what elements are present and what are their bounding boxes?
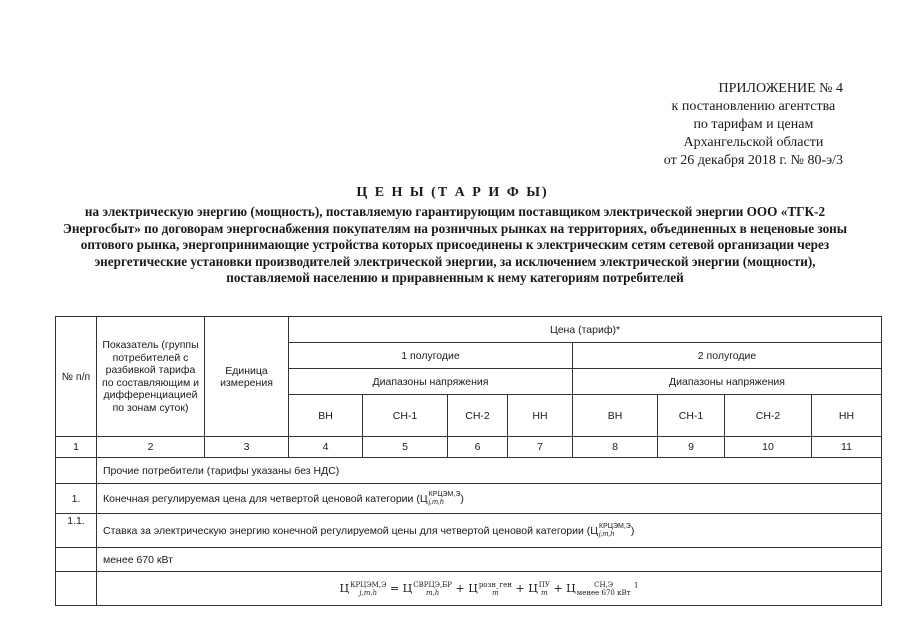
- header-price: Цена (тариф)*: [289, 317, 882, 343]
- col-number: 2: [97, 437, 205, 458]
- formula-indices: СВРЦЭ,БР m,h: [413, 580, 452, 597]
- formula-indices: КРЦЭМ,Э j,m,h: [350, 580, 387, 597]
- voltage-nn: НН: [508, 395, 573, 437]
- annex-line: Архангельской области: [683, 135, 824, 150]
- col-number: 8: [573, 437, 658, 458]
- annex-block: [664, 80, 843, 170]
- formula-indices: розн_ген m: [478, 580, 512, 597]
- col-number: 10: [725, 437, 812, 458]
- header-half2: 2 полугодие: [573, 343, 882, 369]
- tariff-table: [55, 316, 882, 606]
- col-number: 4: [289, 437, 363, 458]
- row-number: 1.: [56, 484, 97, 514]
- header-half1: 1 полугодие: [289, 343, 573, 369]
- row-number: 1.1.: [56, 514, 97, 548]
- col-number: 1: [56, 437, 97, 458]
- col-number: 11: [812, 437, 882, 458]
- row-energy-rate: Ставка за электрическую энергию конечной регулируемой цены для четвертой ценовой категории (Ц КРЦЭМ,Э j,m,h ): [97, 514, 882, 548]
- col-number: 9: [658, 437, 725, 458]
- voltage-vn: ВН: [289, 395, 363, 437]
- formula-cell: [97, 572, 882, 606]
- annex-title: ПРИЛОЖЕНИЕ № 4: [718, 81, 843, 96]
- voltage-sn2: СН-2: [448, 395, 508, 437]
- price-symbol-indices: КРЦЭМ,Э j,m,h: [428, 490, 461, 506]
- voltage-nn: НН: [812, 395, 882, 437]
- header-num: № п/п: [56, 317, 97, 437]
- annex-line: к постановлению агентства: [671, 99, 836, 114]
- footnote-mark: 1: [634, 580, 639, 589]
- header-unit: Единица измерения: [205, 317, 289, 437]
- document-title: Ц Е Н Ы (Т А Р И Ф Ы): [356, 185, 549, 200]
- voltage-sn2: СН-2: [725, 395, 812, 437]
- row-energy-rate-text: Ставка за электрическую энергию конечной регулируемой цены для четвертой ценовой категории (Ц: [103, 524, 599, 537]
- header-indicator: Показатель (группы потребителей с разбивкой тарифа по составляющим и дифференциацией по зонам суток): [97, 317, 205, 437]
- empty-cell: [56, 548, 97, 572]
- document-subtitle: на электрическую энергию (мощность), поставляемую гарантирующим поставщиком электрической энергии ООО «ТГК-2 Энергосбыт» по договорам энергоснабжения покупателям на розничных рынках на территориях, объединенных в неценовые зоны оптового рынка, энергопринимающие устройства которых присоединены к электрическим сетям сетевой организации через энергетические установки производителей электрической энергии, за исключением электрической энергии (мощности), поставляемой населению и приравненным к нему категориям потребителей: [62, 204, 848, 285]
- empty-cell: [56, 572, 97, 606]
- formula-indices: ПУ m: [538, 580, 550, 597]
- row-final-price: Конечная регулируемая цена для четвертой ценовой категории (Ц КРЦЭМ,Э j,m,h ): [97, 484, 882, 514]
- col-number: 6: [448, 437, 508, 458]
- voltage-sn1: СН-1: [658, 395, 725, 437]
- col-number: 5: [363, 437, 448, 458]
- header-ranges: Диапазоны напряжения: [289, 369, 573, 395]
- row-less-670: менее 670 кВт: [97, 548, 882, 572]
- col-number: 7: [508, 437, 573, 458]
- col-number: 3: [205, 437, 289, 458]
- annex-line: по тарифам и ценам: [693, 117, 814, 132]
- section-other-consumers: Прочие потребители (тарифы указаны без НДС): [97, 458, 882, 484]
- price-formula: Ц КРЦЭМ,Э j,m,h = Ц СВРЦЭ,БР m,h + Ц розн_ген m + Ц ПУ m + Ц СН,Э менее 670 кВт $^1$: [339, 580, 639, 597]
- row-final-price-text: Конечная регулируемая цена для четвертой ценовой категории (Ц: [103, 492, 428, 505]
- annex-date: от 26 декабря 2018 г. № 80-э/3: [663, 153, 843, 168]
- formula-indices: СН,Э менее 670 кВт: [576, 580, 631, 597]
- price-symbol-indices: КРЦЭМ,Э j,m,h: [599, 522, 631, 538]
- voltage-sn1: СН-1: [363, 395, 448, 437]
- header-ranges: Диапазоны напряжения: [573, 369, 882, 395]
- voltage-vn: ВН: [573, 395, 658, 437]
- empty-cell: [56, 458, 97, 484]
